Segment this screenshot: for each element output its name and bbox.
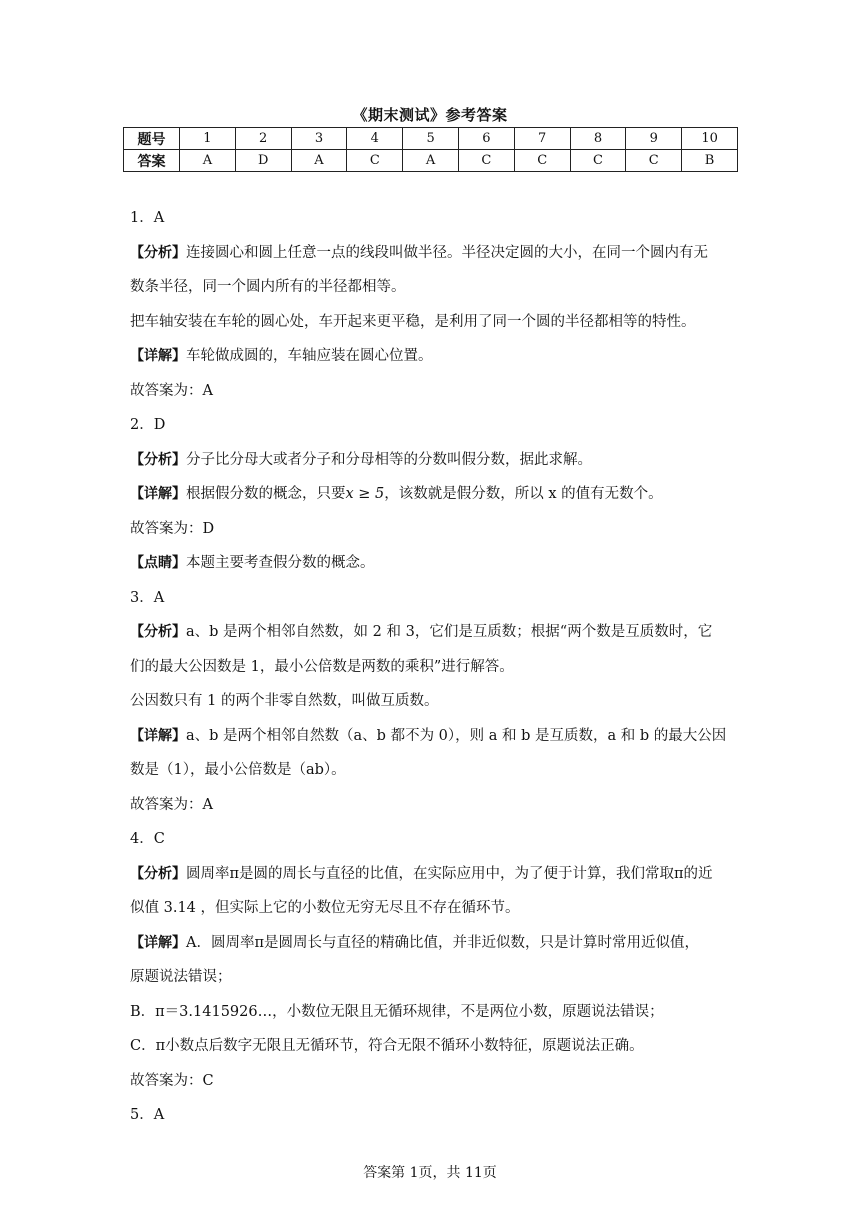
q4-detail-cont: 原题说法错误； bbox=[130, 969, 232, 985]
q2-analysis bbox=[130, 443, 730, 478]
question-number-cell: 5 bbox=[403, 128, 459, 150]
question-number-cell: 7 bbox=[514, 128, 570, 150]
answer-cell: C bbox=[570, 150, 626, 172]
analysis-tag: 【分析】 bbox=[130, 865, 186, 882]
q2-heading: 2．D bbox=[130, 417, 166, 433]
q4-detail-text-1: A．圆周率π是圆周长与直径的精确比值，并非近似数，只是计算时常用近似值， bbox=[186, 934, 699, 951]
answer-cell: A bbox=[180, 150, 236, 172]
q3-detail-cont: 数是（1），最小公倍数是（ab）。 bbox=[130, 762, 346, 778]
question-number-cell: 4 bbox=[347, 128, 403, 150]
q2-answer: 故答案为：D bbox=[130, 520, 215, 537]
q4-detail bbox=[130, 926, 730, 961]
q2-comment-text: 本题主要考查假分数的概念。 bbox=[186, 555, 375, 571]
answer-cell: C bbox=[626, 150, 682, 172]
row-label-answer: 答案 bbox=[124, 150, 180, 172]
detail-tag: 【详解】 bbox=[130, 348, 186, 364]
q3-detail-text-1: a、b 是两个相邻自然数（a、b 都不为 0），则 a 和 b 是互质数，a 和 b 的最大公因 bbox=[186, 727, 727, 744]
answer-cell: A bbox=[291, 150, 347, 172]
row-label-question: 题号 bbox=[124, 128, 180, 150]
q3-analysis-text-1: a、b 是两个相邻自然数，如 2 和 3，它们是互质数；根据“两个数是互质数时，它 bbox=[186, 624, 713, 640]
detail-tag: 【详解】 bbox=[130, 727, 186, 744]
comment-tag: 【点睛】 bbox=[130, 555, 186, 571]
q4-analysis-cont: 似值 3.14 ，但实际上它的小数位无穷无尽且不存在循环节。 bbox=[130, 900, 520, 916]
answer-cell: B bbox=[682, 150, 738, 172]
q3-heading: 3．A bbox=[130, 589, 165, 606]
answer-row bbox=[124, 150, 738, 172]
q4-option-c: C．π小数点后数字无限且无循环节，符合无限不循环小数特征，原题说法正确。 bbox=[130, 1038, 644, 1054]
question-number-cell: 8 bbox=[570, 128, 626, 150]
q1-analysis-text-1: 连接圆心和圆上任意一点的线段叫做半径。半径决定圆的大小，在同一个圆内有无 bbox=[186, 244, 708, 261]
q3-analysis-extra: 公因数只有 1 的两个非零自然数，叫做互质数。 bbox=[130, 693, 439, 709]
q3-answer: 故答案为：A bbox=[130, 796, 213, 813]
answer-cell: C bbox=[347, 150, 403, 172]
q1-analysis-extra: 把车轴安装在车轮的圆心处，车开起来更平稳，是利用了同一个圆的半径都相等的特性。 bbox=[130, 313, 696, 330]
q2-detail-text-a: 根据假分数的概念，只要 bbox=[186, 486, 346, 502]
answer-cell: A bbox=[403, 150, 459, 172]
page-footer: 答案第 1页，共 11页 bbox=[363, 1165, 497, 1181]
q1-analysis-cont: 数条半径，同一个圆内所有的半径都相等。 bbox=[130, 279, 406, 295]
q4-answer: 故答案为：C bbox=[130, 1072, 214, 1089]
question-number-cell: 10 bbox=[682, 128, 738, 150]
question-number-cell: 1 bbox=[180, 128, 236, 150]
q1-detail bbox=[130, 339, 730, 374]
answer-table bbox=[123, 127, 738, 172]
q3-analysis-cont: 们的最大公因数是 1，最小公倍数是两数的乘积”进行解答。 bbox=[130, 658, 514, 675]
answer-cell: C bbox=[514, 150, 570, 172]
q1-detail-text: 车轮做成圆的，车轴应装在圆心位置。 bbox=[186, 348, 433, 364]
analysis-tag: 【分析】 bbox=[130, 624, 186, 640]
page-title: 《期末测试》参考答案 bbox=[352, 106, 508, 124]
question-number-cell: 3 bbox=[291, 128, 347, 150]
q4-option-b: B．π＝3.1415926…，小数位无限且无循环规律，不是两位小数，原题说法错误； bbox=[130, 1003, 664, 1020]
q2-detail bbox=[130, 477, 730, 512]
solutions-body bbox=[130, 201, 730, 1133]
question-number-cell: 9 bbox=[626, 128, 682, 150]
q1-analysis bbox=[130, 236, 730, 271]
q2-analysis-text: 分子比分母大或者分子和分母相等的分数叫假分数，据此求解。 bbox=[186, 451, 592, 468]
answer-cell: D bbox=[235, 150, 291, 172]
q4-analysis bbox=[130, 857, 730, 892]
q1-heading: 1．A bbox=[130, 210, 165, 226]
analysis-tag: 【分析】 bbox=[130, 244, 186, 261]
q5-heading: 5．A bbox=[130, 1107, 165, 1123]
question-number-row bbox=[124, 128, 738, 150]
detail-tag: 【详解】 bbox=[130, 934, 186, 951]
analysis-tag: 【分析】 bbox=[130, 451, 186, 468]
q3-detail bbox=[130, 719, 730, 754]
question-number-cell: 6 bbox=[458, 128, 514, 150]
answer-cell: C bbox=[458, 150, 514, 172]
q4-analysis-text-1: 圆周率π是圆的周长与直径的比值，在实际应用中，为了便于计算，我们常取π的近 bbox=[186, 865, 713, 882]
q3-analysis bbox=[130, 615, 730, 650]
q2-detail-text-b: ，该数就是假分数，所以 x 的值有无数个。 bbox=[384, 486, 663, 502]
q2-comment bbox=[130, 546, 730, 581]
q1-answer: 故答案为：A bbox=[130, 382, 213, 399]
question-number-cell: 2 bbox=[235, 128, 291, 150]
q4-heading: 4．C bbox=[130, 831, 165, 847]
detail-tag: 【详解】 bbox=[130, 486, 186, 502]
q2-math-expression: x ≥ 5 bbox=[345, 486, 385, 502]
